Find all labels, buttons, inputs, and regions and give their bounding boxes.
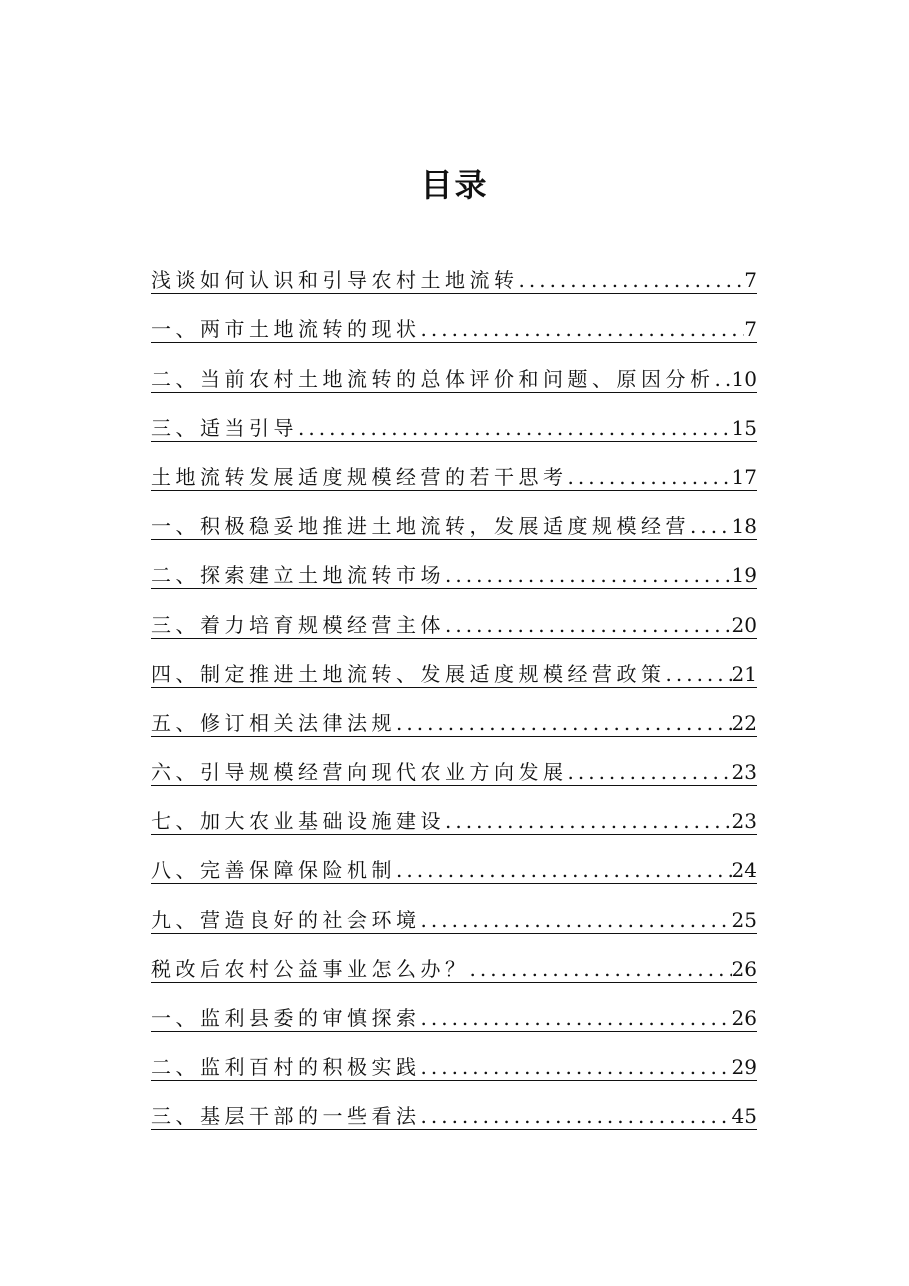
toc-entry-title: 二、监利百村的积极实践 bbox=[151, 1055, 421, 1080]
toc-page-number: 26 bbox=[731, 956, 757, 981]
toc-dot-leader bbox=[445, 563, 732, 587]
toc-entry[interactable] bbox=[151, 399, 757, 448]
toc-dot-leader bbox=[421, 1104, 732, 1128]
toc-page-number: 17 bbox=[731, 464, 757, 489]
toc-entry[interactable] bbox=[151, 448, 757, 497]
toc-page-number: 25 bbox=[731, 907, 757, 932]
toc-dot-leader bbox=[519, 268, 745, 292]
toc-dot-leader bbox=[568, 465, 732, 489]
toc-entry[interactable] bbox=[151, 940, 757, 989]
toc-entry-title: 九、营造良好的社会环境 bbox=[151, 907, 421, 932]
toc-page-number: 45 bbox=[731, 1104, 757, 1129]
toc-page-number: 21 bbox=[731, 661, 757, 686]
toc-entry-title: 二、探索建立土地流转市场 bbox=[151, 563, 445, 588]
toc-entry-title: 七、加大农业基础设施建设 bbox=[151, 809, 445, 834]
toc-dot-leader bbox=[690, 514, 732, 538]
toc-entry[interactable] bbox=[151, 1087, 757, 1136]
toc-page-number: 10 bbox=[731, 366, 757, 391]
toc-page-number: 18 bbox=[731, 514, 757, 539]
toc-entry-title: 一、积极稳妥地推进土地流转，发展适度规模经营 bbox=[151, 514, 690, 539]
toc-entry-title: 八、完善保障保险机制 bbox=[151, 858, 396, 883]
toc-page-number: 15 bbox=[731, 415, 757, 440]
toc-dot-leader bbox=[298, 416, 732, 440]
toc-dot-leader bbox=[445, 809, 732, 833]
toc-dot-leader bbox=[421, 908, 732, 932]
toc-page-number: 23 bbox=[731, 760, 757, 785]
toc-entry-title: 三、适当引导 bbox=[151, 415, 298, 440]
toc-dot-leader bbox=[666, 662, 732, 686]
toc-entry-title: 三、着力培育规模经营主体 bbox=[151, 612, 445, 637]
toc-entry[interactable] bbox=[151, 497, 757, 546]
toc-page-number: 7 bbox=[744, 268, 757, 293]
toc-entry-title: 二、当前农村土地流转的总体评价和问题、原因分析 bbox=[151, 366, 715, 391]
toc-entry-title: 三、基层干部的一些看法 bbox=[151, 1104, 421, 1129]
toc-entry[interactable] bbox=[151, 595, 757, 644]
toc-entry[interactable] bbox=[151, 792, 757, 841]
toc-page-number: 23 bbox=[731, 809, 757, 834]
toc-entry[interactable] bbox=[151, 694, 757, 743]
page-title: 目录 bbox=[420, 166, 489, 204]
toc-dot-leader bbox=[421, 317, 745, 341]
toc-entry-title: 税改后农村公益事业怎么办？ bbox=[151, 956, 470, 981]
toc-entry-title: 浅谈如何认识和引导农村土地流转 bbox=[151, 268, 519, 293]
toc-page-number: 22 bbox=[731, 710, 757, 735]
toc-entry[interactable] bbox=[151, 645, 757, 694]
toc-page-number: 26 bbox=[731, 1006, 757, 1030]
toc-entry[interactable] bbox=[151, 989, 757, 1038]
toc-entry[interactable] bbox=[151, 546, 757, 595]
toc-entry[interactable] bbox=[151, 300, 757, 349]
toc-dot-leader bbox=[421, 1006, 732, 1030]
toc-entry-title: 六、引导规模经营向现代农业方向发展 bbox=[151, 760, 568, 785]
toc-dot-leader bbox=[396, 858, 732, 882]
toc-page-number: 19 bbox=[731, 563, 757, 588]
toc-entry[interactable] bbox=[151, 1038, 757, 1087]
toc-dot-leader bbox=[421, 1055, 732, 1079]
toc-entry[interactable] bbox=[151, 251, 757, 300]
toc-entry[interactable] bbox=[151, 349, 757, 398]
toc-entry[interactable] bbox=[151, 841, 757, 890]
toc-page-number: 24 bbox=[731, 858, 757, 883]
toc-entry[interactable] bbox=[151, 890, 757, 939]
toc-dot-leader bbox=[445, 613, 732, 637]
toc-dot-leader bbox=[715, 367, 732, 391]
toc-entry-title: 五、修订相关法律法规 bbox=[151, 710, 396, 735]
toc-entry-title: 四、制定推进土地流转、发展适度规模经营政策 bbox=[151, 661, 666, 686]
toc-entry-title: 土地流转发展适度规模经营的若干思考 bbox=[151, 464, 568, 489]
toc-page-number: 7 bbox=[744, 317, 757, 342]
table-of-contents bbox=[151, 251, 757, 1136]
toc-dot-leader bbox=[568, 760, 732, 784]
toc-entry-title: 一、监利县委的审慎探索 bbox=[151, 1006, 421, 1030]
toc-entry-title: 一、两市土地流转的现状 bbox=[151, 317, 421, 342]
toc-dot-leader bbox=[470, 957, 732, 981]
toc-dot-leader bbox=[396, 711, 732, 735]
toc-page-number: 29 bbox=[731, 1055, 757, 1080]
toc-entry[interactable] bbox=[151, 743, 757, 792]
toc-page-number: 20 bbox=[731, 612, 757, 637]
